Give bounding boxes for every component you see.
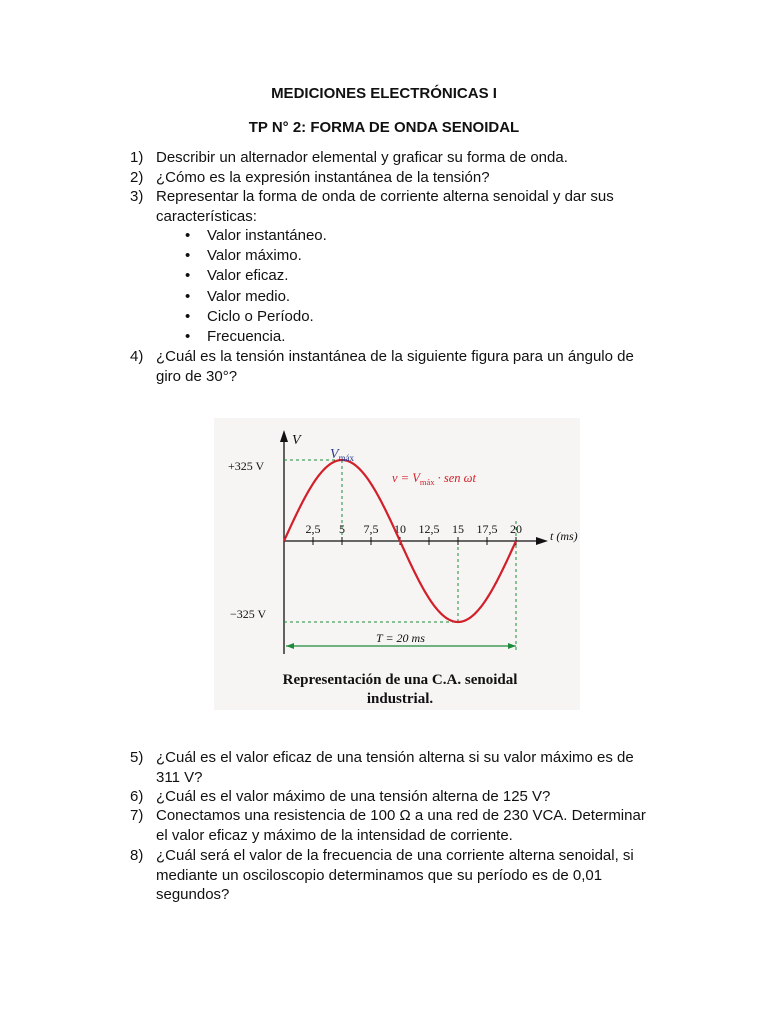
bullet-icon: •	[185, 288, 191, 305]
document-title: MEDICIONES ELECTRÓNICAS I	[271, 85, 497, 102]
x-tick-label: 5	[339, 522, 345, 536]
question-7	[130, 806, 660, 845]
formula-label: $v = V_{máx}$ · sen ωt	[392, 471, 476, 487]
question-text: ¿Cómo es la expresión instantánea de la tensión?	[156, 169, 490, 186]
figure-caption-line1: Representación de una C.A. senoidal	[282, 672, 518, 688]
negative-peak-label: −325 V	[230, 607, 267, 621]
question-text: Representar la forma de onda de corriente alterna senoidal y dar sus características:	[156, 188, 614, 225]
question-8	[130, 846, 660, 905]
figure-caption-line2: industrial.	[366, 691, 434, 707]
document-subtitle: TP N° 2: FORMA DE ONDA SENOIDAL	[248, 119, 520, 136]
bullet-icon: •	[185, 328, 191, 345]
bullet-icon: •	[185, 247, 191, 264]
sine-wave-figure	[214, 418, 580, 710]
y-axis-label: V	[292, 433, 301, 448]
question-text: ¿Cuál es la tensión instantánea de la siguiente figura para un ángulo de giro de 30°?	[156, 348, 634, 385]
bullet-icon: •	[185, 267, 191, 284]
question-text: Conectamos una resistencia de 100 Ω a una red de 230 VCA. Determinar el valor eficaz y máximo de la intensidad de corriente.	[156, 807, 646, 844]
question-number: 4)	[130, 348, 144, 365]
question-text: ¿Cuál será el valor de la frecuencia de una corriente alterna senoidal, si mediante un osciloscopio determinamos que su período es de 0,01 segundos?	[156, 847, 634, 903]
x-tick-label: 15	[452, 522, 464, 536]
question-number: 6)	[130, 788, 144, 805]
question-5	[130, 748, 660, 787]
question-1	[130, 148, 660, 168]
period-marker	[286, 631, 516, 649]
question-text: Describir un alternador elemental y graficar su forma de onda.	[156, 149, 568, 166]
question-6	[130, 787, 660, 807]
question-number: 1)	[130, 149, 144, 166]
question-number: 7)	[130, 807, 144, 824]
guide-lines	[284, 460, 516, 650]
question-text: ¿Cuál es el valor eficaz de una tensión alterna si su valor máximo es de 311 V?	[156, 749, 634, 786]
x-tick-label: 12,5	[418, 522, 440, 536]
vmax-label: $V_{máx}$	[330, 447, 355, 463]
arrow-left-icon	[286, 643, 294, 649]
x-axis-arrow-icon	[536, 537, 548, 545]
sine-wave-chart	[214, 418, 580, 710]
x-tick-label: 2,5	[305, 522, 321, 536]
x-tick-label: 10	[394, 522, 406, 536]
bullet-icon: •	[185, 227, 191, 244]
question-number: 3)	[130, 188, 144, 205]
y-axis-arrow-icon	[280, 430, 288, 442]
x-tick-label: 20	[510, 522, 522, 536]
question-text: ¿Cuál es el valor máximo de una tensión alterna de 125 V?	[156, 788, 551, 805]
period-label: T = 20 ms	[376, 631, 425, 645]
question-4	[130, 347, 660, 386]
x-tick-label: 7,5	[363, 522, 379, 536]
x-axis-label: t (ms)	[550, 529, 578, 543]
x-tick-label: 17,5	[476, 522, 498, 536]
question-number: 8)	[130, 847, 144, 864]
question-3	[130, 187, 660, 226]
bullet-icon: •	[185, 308, 191, 325]
positive-peak-label: +325 V	[228, 459, 265, 473]
question-number: 2)	[130, 169, 144, 186]
question-2	[130, 168, 660, 188]
question-number: 5)	[130, 749, 144, 766]
arrow-right-icon	[508, 643, 516, 649]
document-page: MEDICIONES ELECTRÓNICAS I TP N° 2: FORMA DE ONDA SENOIDAL 1) Describir un alternador elemental y graficar su forma de onda. 2) ¿Cómo es la expresión instantánea de la tensión? 3) Representar la forma de onda de corriente alterna senoidal y dar sus características: • Valor instantáneo. • Valor máximo. • Valor eficaz. • Valor medio. • Ciclo o Período. • Frecuencia. 4) ¿Cuál es la tensión instantánea de la siguiente figura para un ángulo de giro de 30°? 5) ¿Cuál es el valor eficaz de una tensión alterna si su valor máximo es de 311 V? 6) ¿Cuál es el valor máximo de una tensión alterna de 125 V? 7) Conectamos una resistencia de 100 Ω a una red de 230 VCA. Determinar el valor eficaz y máximo de la intensidad de corriente. 8) ¿Cuál será el valor de la frecuencia de una corriente alterna senoidal, si mediante un osciloscopio determinamos que su período es de 0,01 segundos? V t (ms) 2,5 5 7,5 10 12,5 15 17,5 20 +325 V −325 V $V_{máx}$ $v = V_{máx}$ · sen ωt T = 20 ms Representación de una C.A. senoidal industrial.	[0, 0, 768, 1024]
